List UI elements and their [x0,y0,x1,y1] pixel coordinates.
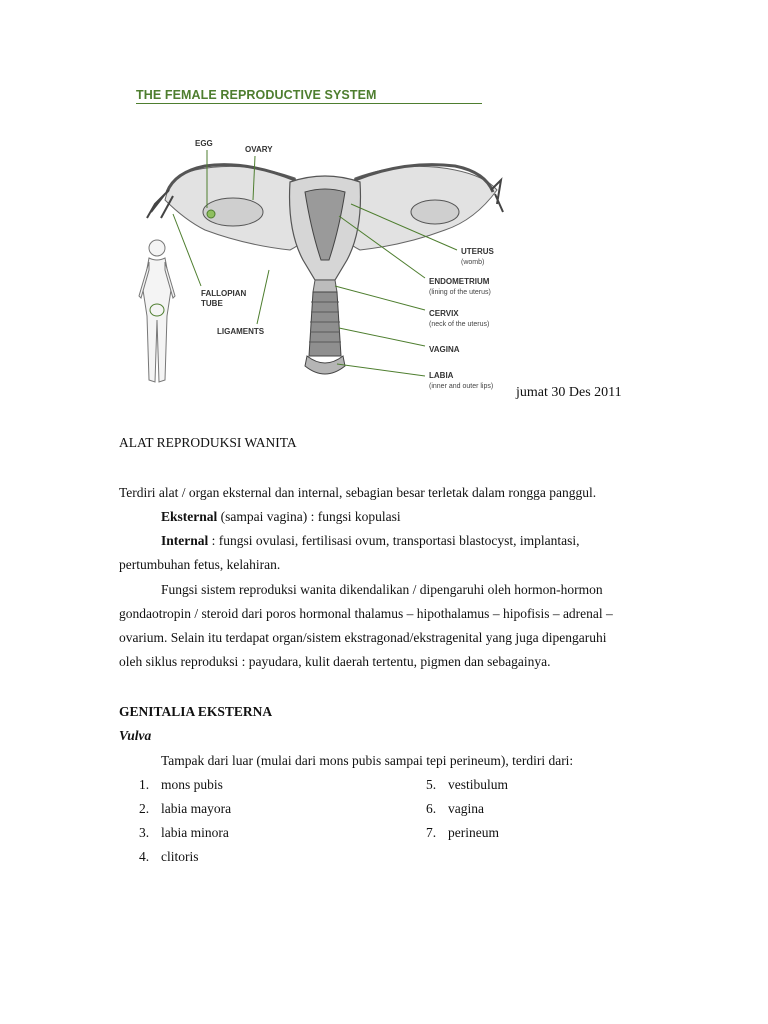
label-vagina: VAGINA [429,345,460,354]
cervix [313,280,337,292]
label-labia: LABIA [429,371,454,380]
genitalia-heading: GENITALIA EKSTERNA [119,704,273,719]
label-endometrium-sub: (lining of the uterus) [429,289,491,296]
labia [305,356,345,374]
label-cervix: CERVIX [429,309,459,318]
eksternal-line [161,505,401,529]
fungsi-line-1: Fungsi sistem reproduksi wanita dikendalikan / dipengaruhi oleh hormon-hormon [161,582,603,597]
vulva-intro: Tampak dari luar (mulai dari mons pubis sampai tepi perineum), terdiri dari: [161,753,574,768]
list-number: 7. [426,825,437,840]
list-item [139,797,231,821]
date: jumat 30 Des 2011 [516,385,622,400]
list-number: 6. [426,801,437,816]
list-number: 2. [139,801,150,816]
list-text: labia mayora [161,801,232,816]
section-heading: ALAT REPRODUKSI WANITA [119,435,297,450]
label-uterus-sub: (womb) [461,259,485,266]
eksternal-term: Eksternal [161,509,218,524]
list-number: 1. [139,777,150,792]
list-item [426,821,499,845]
label-fallopian-line1: FALLOPIAN [201,289,247,298]
vulva-heading: Vulva [119,728,152,743]
fungsi-line-2: gondaotropin / steroid dari poros hormonal thalamus – hipothalamus – hipofisis – adrenal – [119,606,613,621]
figure-title: THE FEMALE REPRODUCTIVE SYSTEM [136,88,482,104]
intro-paragraph: Terdiri alat / organ eksternal dan internal, sebagian besar terletak dalam rongga panggul. [119,485,597,500]
eksternal-text: (sampai vagina) : fungsi kopulasi [217,509,401,524]
list-number: 4. [139,849,150,864]
list-item [426,797,484,821]
list-item [139,821,229,845]
list-text: labia minora [161,825,229,840]
label-fallopian-line2: TUBE [201,299,223,308]
label-labia-sub: (inner and outer lips) [429,383,494,390]
ovary-right [411,200,459,224]
list-text: perineum [448,825,499,840]
reproductive-system-diagram [125,120,525,400]
internal-text: : fungsi ovulasi, fertilisasi ovum, transportasi blastocyst, implantasi, [208,533,580,548]
list-text: clitoris [161,849,199,864]
label-endometrium: ENDOMETRIUM [429,277,490,286]
internal-continuation: pertumbuhan fetus, kelahiran. [119,557,281,572]
label-uterus: UTERUS [461,247,494,256]
fungsi-line-3: ovarium. Selain itu terdapat organ/sistem ekstragonad/ekstragenital yang juga dipengaruhi [119,630,607,645]
list-item [139,845,199,869]
list-text: vestibulum [448,777,508,792]
human-silhouette [139,240,175,382]
label-cervix-sub: (neck of the uterus) [429,321,490,328]
list-item [426,773,508,797]
list-text: mons pubis [161,777,223,792]
fungsi-line-4: oleh siklus reproduksi : payudara, kulit daerah tertentu, pigmen dan sebagainya. [119,654,551,669]
list-item [139,773,223,797]
internal-line [161,529,579,553]
list-text: vagina [448,801,484,816]
label-ovary: OVARY [245,145,273,154]
label-ligaments: LIGAMENTS [217,327,265,336]
internal-term: Internal [161,533,209,548]
list-number: 5. [426,777,437,792]
list-number: 3. [139,825,150,840]
egg [207,210,215,218]
label-egg: EGG [195,139,213,148]
